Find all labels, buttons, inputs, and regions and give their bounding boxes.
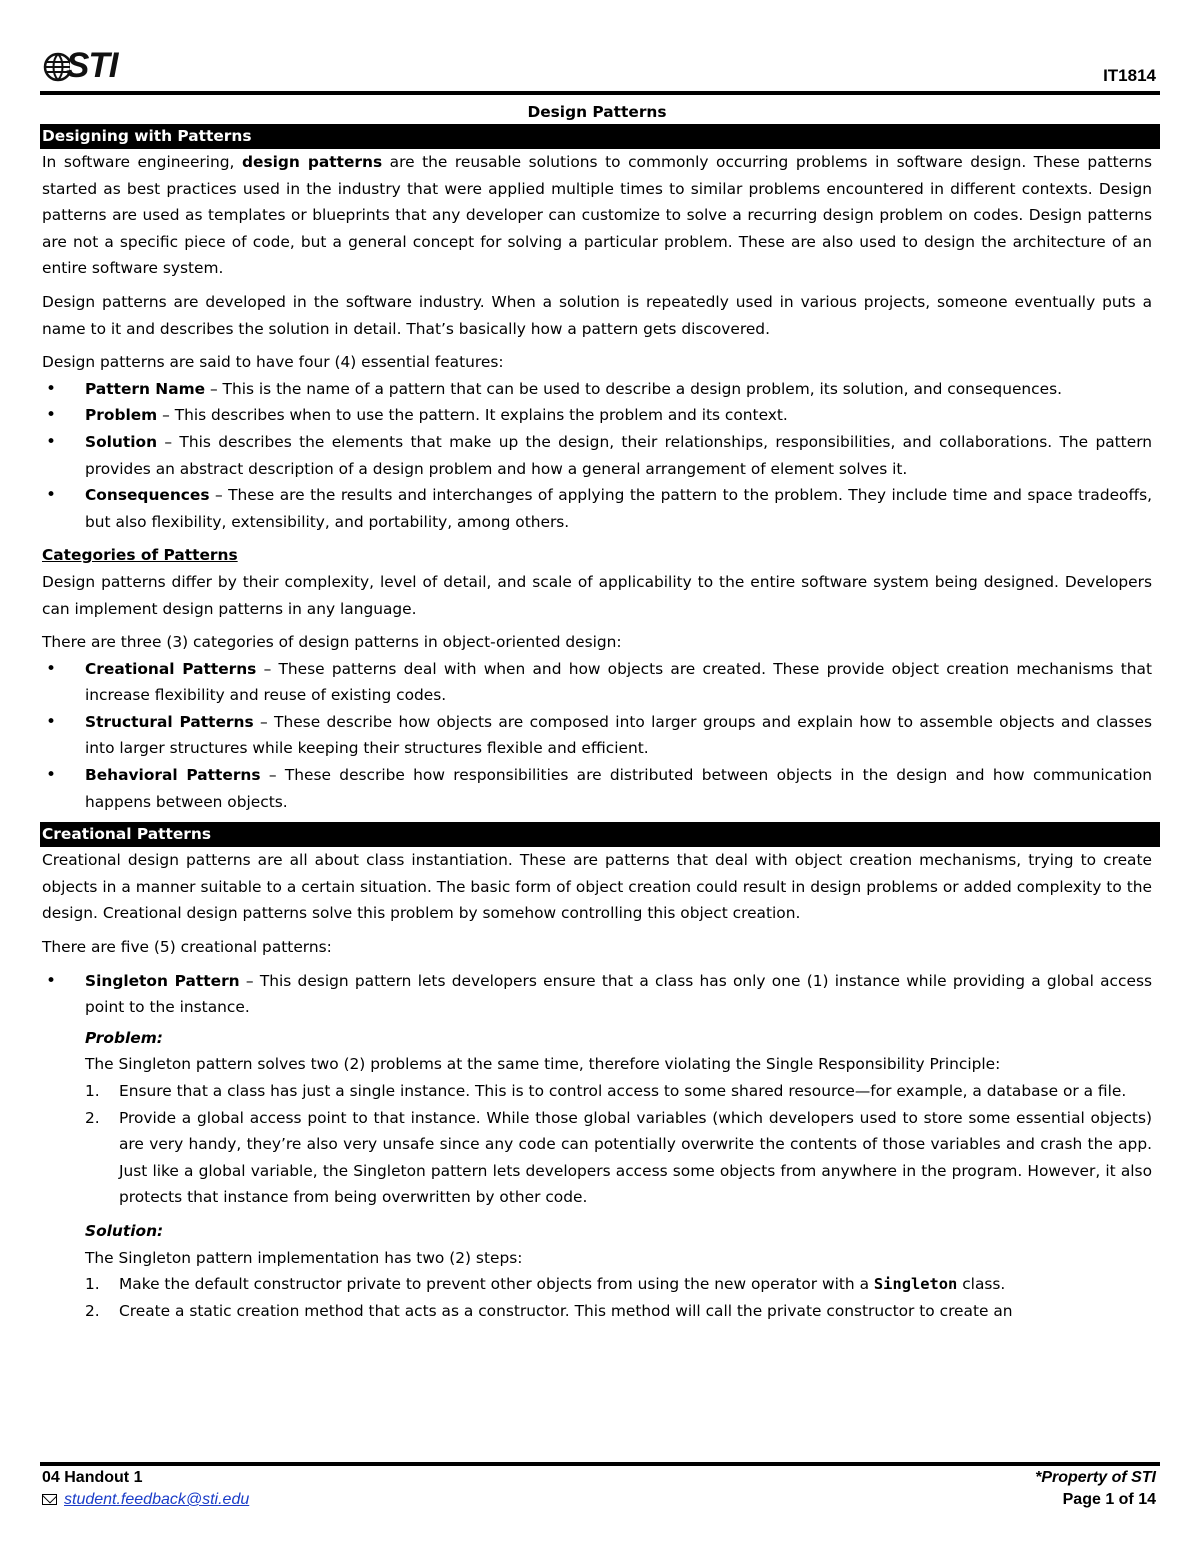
page-number: Page 1 of 14	[1062, 1491, 1156, 1508]
document-body	[42, 100, 1152, 1331]
solution-list	[85, 1271, 1152, 1324]
list-item: • Solution – This describes the elements that make up the design, their relationships, responsibilities, and collaborations. The pattern provides an abstract description of a design problem and how a general arrangement of element solves it.	[42, 429, 1152, 482]
problem-intro: The Singleton pattern solves two (2) problems at the same time, therefore violating the Single Responsibility Principle:	[85, 1055, 1001, 1074]
property-label: *Property of STI	[1035, 1469, 1156, 1486]
header-rule	[40, 91, 1160, 95]
page-header	[40, 40, 1160, 96]
paragraph-features-intro: Design patterns are said to have four (4) essential features:	[42, 353, 504, 372]
section-heading-creational: Creational Patterns	[40, 822, 1160, 847]
features-list	[42, 376, 1152, 536]
categories-list	[42, 656, 1152, 816]
email-row	[42, 1489, 249, 1511]
list-item: • Problem – This describes when to use the pattern. It explains the problem and its context.	[42, 402, 1152, 429]
section-heading-designing: Designing with Patterns	[40, 124, 1160, 149]
solution-label: Solution:	[85, 1221, 164, 1240]
list-item: 2. Provide a global access point to that instance. While those global variables (which developers used to store some essential objects) are very handy, they’re also very unsafe since any code can potentially overwrite the contents of those variables and crash the app. Just like a global variable, the Singleton pattern lets developers access some objects from anywhere in the program. However, it also protects that instance from being overwritten by other code.	[85, 1108, 1152, 1207]
problem-list	[85, 1078, 1152, 1211]
document-title: Design Patterns	[527, 103, 667, 121]
paragraph-intro: In software engineering, design patterns are the reusable solutions to commonly occurring problems in software design. These patterns started as best practices used in the industry that were applied multiple times to similar problems encountered in different contexts. Design patterns are used as templates or blueprints that any developer can customize to solve a recurring design problem on codes. Design patterns are not a specific piece of code, but a general concept for solving a particular problem. These are also used to design the architecture of an entire software system.	[42, 153, 1152, 278]
subheading-categories: Categories of Patterns	[42, 546, 238, 565]
logo-text: STI	[66, 46, 118, 85]
paragraph-developed: Design patterns are developed in the software industry. When a solution is repeatedly used in various projects, someone eventually puts a name to it and describes the solution in detail. That’s basically how a pattern gets discovered.	[42, 292, 1152, 338]
course-code: IT1814	[1103, 66, 1156, 85]
creational-list	[42, 968, 1152, 1021]
list-item: 1. Make the default constructor private to prevent other objects from using the new operator with a Singleton class.	[85, 1275, 1006, 1294]
list-item: • Behavioral Patterns – These describe how responsibilities are distributed between objects in the design and how communication happens between objects.	[42, 762, 1152, 815]
page-footer	[40, 1467, 1160, 1517]
paragraph-categories-intro: There are three (3) categories of design patterns in object-oriented design:	[42, 633, 622, 652]
feedback-email-link[interactable]: student.feedback@sti.edu	[64, 1491, 250, 1508]
paragraph-categories: Design patterns differ by their complexity, level of detail, and scale of applicability to the entire software system being designed. Developers can implement design patterns in any language.	[42, 572, 1152, 618]
paragraph-creational-count: There are five (5) creational patterns:	[42, 938, 332, 957]
list-item: 1. Ensure that a class has just a single instance. This is to control access to some shared resource—for example, a database or a file.	[85, 1082, 1127, 1100]
footer-right	[1035, 1467, 1156, 1511]
sti-logo	[42, 46, 126, 86]
problem-label: Problem:	[85, 1028, 163, 1047]
list-item: • Consequences – These are the results and interchanges of applying the pattern to the problem. They include time and space tradeoffs, but also flexibility, extensibility, and portability, among others.	[42, 482, 1152, 535]
footer-left	[42, 1467, 249, 1511]
footer-rule	[40, 1462, 1160, 1466]
handout-label: 04 Handout 1	[42, 1469, 143, 1486]
envelope-icon	[42, 1494, 57, 1505]
list-item: • Structural Patterns – These describe how objects are composed into larger groups and explain how to assemble objects and classes into larger structures while keeping their structures flexible and efficient.	[42, 709, 1152, 762]
solution-intro: The Singleton pattern implementation has two (2) steps:	[85, 1248, 523, 1267]
paragraph-creational: Creational design patterns are all about class instantiation. These are patterns that deal with object creation mechanisms, trying to create objects in a manner suitable to a certain situation. The basic form of object creation could result in design problems or added complexity to the design. Creational design patterns solve this problem by somehow controlling this object creation.	[42, 851, 1152, 923]
list-item: • Singleton Pattern – This design pattern lets developers ensure that a class has only one (1) instance while providing a global access point to the instance.	[42, 968, 1152, 1021]
list-item: • Pattern Name – This is the name of a pattern that can be used to describe a design problem, its solution, and consequences.	[42, 376, 1152, 403]
list-item: 2. Create a static creation method that acts as a constructor. This method will call the private constructor to create an	[85, 1301, 1013, 1320]
list-item: • Creational Patterns – These patterns deal with when and how objects are created. These provide object creation mechanisms that increase flexibility and reuse of existing codes.	[42, 656, 1152, 709]
singleton-details	[42, 1025, 1152, 1325]
